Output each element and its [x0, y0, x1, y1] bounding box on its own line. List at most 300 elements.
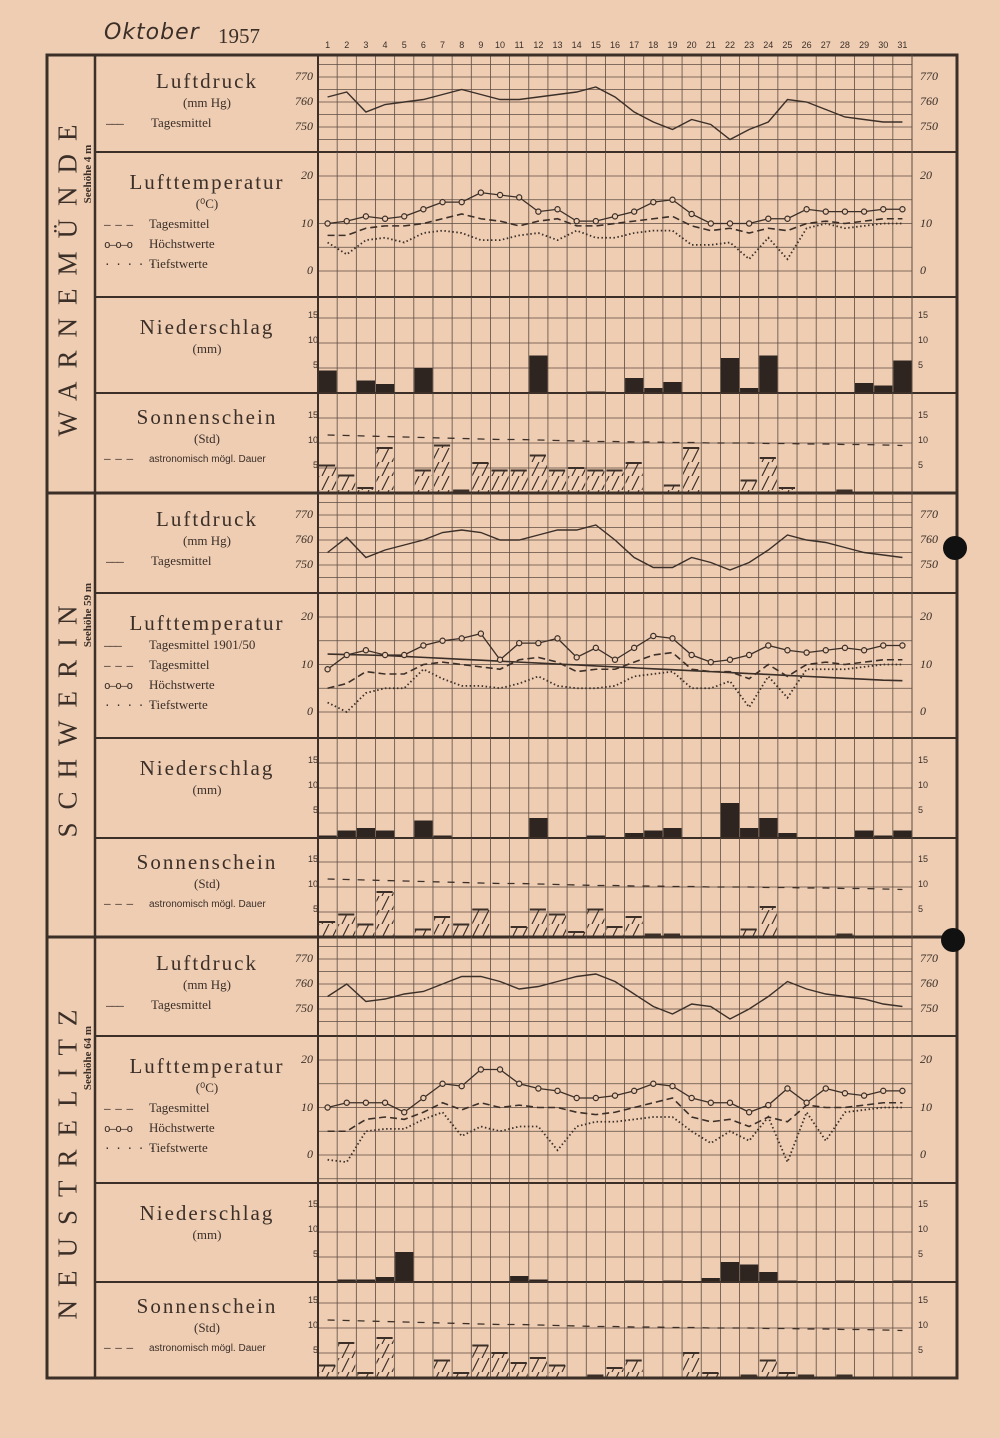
sunshine-bar — [626, 1361, 643, 1379]
punch-hole — [941, 928, 965, 952]
legend-label: Tagesmittel — [151, 997, 212, 1012]
sunshine-bar — [606, 471, 623, 494]
legend-item — [96, 675, 318, 695]
y-tick-right: 10 — [918, 1224, 929, 1234]
day-number: 24 — [763, 40, 774, 50]
temperature-max-point — [612, 214, 617, 219]
temperature-max-point — [517, 641, 522, 646]
precipitation-bar — [663, 828, 681, 838]
pressure-title: Luftdruck — [156, 951, 258, 975]
legend-label: astronomisch mögl. Dauer — [149, 899, 266, 910]
legend-label: Tagesmittel — [149, 216, 210, 231]
precipitation-bar — [893, 361, 911, 394]
legend-item — [96, 1118, 318, 1138]
temperature-max-point — [402, 1110, 407, 1115]
legend-item — [96, 655, 318, 675]
temperature-max-point — [861, 1093, 866, 1098]
precipitation-bar — [357, 381, 375, 394]
legend-symbol: · · · · · — [104, 699, 155, 712]
precipitation-bar — [376, 384, 394, 393]
day-number: 10 — [495, 40, 506, 50]
temperature-max-point — [382, 1100, 387, 1105]
y-tick-left: 750 — [295, 119, 313, 133]
temperature-max-point — [670, 636, 675, 641]
temperature-max-point — [344, 219, 349, 224]
sunshine-bar — [511, 1363, 528, 1378]
temperature-max-point — [632, 209, 637, 214]
sunshine-bar — [472, 463, 489, 493]
y-tick-left: 5 — [312, 805, 318, 815]
temperature-max-point — [459, 636, 464, 641]
temperature-max-point — [421, 643, 426, 648]
legend-item — [96, 449, 318, 469]
y-tick-right: 760 — [920, 94, 938, 108]
day-number: 26 — [801, 40, 812, 50]
temperature-max-point — [842, 209, 847, 214]
sunshine-bar — [415, 471, 432, 494]
sunshine-bar — [434, 446, 451, 494]
temperature-max-point — [823, 1086, 828, 1091]
pressure-unit: (mm Hg) — [182, 533, 232, 548]
legend-item — [96, 214, 318, 234]
temperature-max-point — [823, 648, 828, 653]
sunshine-bar — [491, 471, 508, 494]
y-tick-right: 5 — [918, 360, 924, 370]
day-number: 23 — [744, 40, 755, 50]
temperature-max-point — [421, 207, 426, 212]
temperature-max-point — [708, 221, 713, 226]
y-tick-left: 0 — [307, 704, 313, 718]
legend-label: Tagesmittel — [151, 553, 212, 568]
sunshine-bar — [319, 922, 336, 937]
temperature-max-point — [612, 657, 617, 662]
precipitation-bar — [740, 1265, 758, 1283]
y-tick-left: 5 — [312, 1345, 318, 1355]
temperature-max-point — [747, 652, 752, 657]
legend-item — [96, 1138, 318, 1158]
legend-label: astronomisch mögl. Dauer — [149, 1343, 266, 1354]
pressure-label-block — [96, 951, 318, 1015]
temperature-max-point — [804, 650, 809, 655]
sunshine-bar — [357, 925, 374, 938]
precipitation-title: Niederschlag — [139, 315, 275, 339]
station-elevation: Seehöhe 4 m — [82, 144, 94, 204]
day-number: 8 — [459, 40, 465, 50]
day-number: 20 — [686, 40, 697, 50]
day-number: 4 — [382, 40, 388, 50]
temperature-max-point — [881, 207, 886, 212]
day-number: 19 — [667, 40, 678, 50]
precipitation-label-block — [96, 1201, 318, 1245]
temperature-max-point — [536, 209, 541, 214]
temperature-max-point — [861, 209, 866, 214]
precipitation-bar — [625, 378, 643, 393]
temperature-max-point — [727, 657, 732, 662]
y-tick-right: 750 — [920, 119, 938, 133]
sunshine-bar — [472, 1346, 489, 1379]
precipitation-label-block — [96, 315, 318, 359]
precipitation-bar — [357, 828, 375, 838]
temperature-max-point — [478, 1067, 483, 1072]
legend-label: Höchstwerte — [149, 677, 215, 692]
precipitation-bar — [529, 356, 547, 394]
y-tick-right: 10 — [920, 215, 932, 230]
y-tick-left: 10 — [307, 879, 318, 889]
y-tick-right: 0 — [920, 1147, 926, 1161]
y-tick-left: 5 — [312, 1249, 318, 1259]
precipitation-bar — [414, 821, 432, 839]
y-tick-left: 760 — [295, 94, 313, 108]
y-tick-left: 0 — [307, 1147, 313, 1161]
precipitation-bar — [529, 818, 547, 838]
y-tick-left: 760 — [295, 976, 313, 990]
legend-item — [96, 113, 318, 133]
day-number: 5 — [401, 40, 407, 50]
legend-label: Tiefstwerte — [149, 256, 208, 271]
day-number: 12 — [533, 40, 544, 50]
sunshine-unit: (Std) — [194, 1320, 220, 1335]
legend-symbol: — — — — [104, 218, 133, 231]
temperature-max-point — [593, 219, 598, 224]
precipitation-bar — [376, 831, 394, 839]
temperature-max-point — [900, 1088, 905, 1093]
pressure-unit: (mm Hg) — [182, 977, 232, 992]
y-tick-left: 10 — [301, 215, 313, 230]
sunshine-bar — [587, 910, 604, 938]
sunshine-title: Sonnenschein — [136, 850, 278, 874]
temperature-max-point — [325, 667, 330, 672]
temperature-max-point — [497, 657, 502, 662]
y-tick-right: 10 — [918, 435, 929, 445]
temperature-max-point — [823, 209, 828, 214]
y-tick-left: 20 — [301, 609, 313, 623]
y-tick-left: 20 — [301, 168, 313, 182]
sunshine-bar — [319, 1366, 336, 1379]
y-tick-left: 10 — [307, 335, 318, 345]
year-title: 1957 — [218, 24, 260, 48]
day-number: 9 — [478, 40, 484, 50]
temperature-max-point — [536, 1086, 541, 1091]
y-tick-right: 10 — [920, 1099, 932, 1114]
sunshine-bar — [472, 910, 489, 938]
temperature-title: Lufttemperatur — [129, 1054, 285, 1078]
y-tick-left: 770 — [295, 507, 313, 521]
y-tick-left: 750 — [295, 1001, 313, 1015]
y-tick-right: 10 — [918, 879, 929, 889]
temperature-max-point — [440, 200, 445, 205]
temperature-max-point — [708, 1100, 713, 1105]
temperature-max-point — [382, 652, 387, 657]
sunshine-bar — [338, 476, 355, 494]
y-tick-right: 760 — [920, 976, 938, 990]
y-tick-right: 15 — [918, 755, 929, 765]
y-tick-right: 20 — [920, 1052, 932, 1066]
sunshine-bar — [511, 471, 528, 494]
temperature-max-point — [766, 216, 771, 221]
legend-symbol: ——— — [106, 117, 123, 130]
day-number: 1 — [325, 40, 331, 50]
temperature-max-point — [900, 207, 905, 212]
sunshine-bar — [549, 1366, 566, 1379]
y-tick-right: 770 — [920, 951, 938, 965]
legend-symbol: o—o—o — [104, 1122, 133, 1135]
temperature-max-point — [497, 192, 502, 197]
sunshine-bar — [434, 1361, 451, 1379]
legend-symbol: — — — — [104, 659, 133, 672]
sunshine-bar — [453, 925, 470, 938]
legend-symbol: ——— — [106, 999, 123, 1012]
y-tick-right: 5 — [918, 1249, 924, 1259]
y-tick-left: 15 — [307, 310, 318, 320]
temperature-max-point — [881, 643, 886, 648]
precipitation-bar — [855, 831, 873, 839]
day-number: 30 — [878, 40, 889, 50]
legend-symbol: — — — — [104, 1102, 133, 1115]
y-tick-right: 5 — [918, 460, 924, 470]
pressure-title: Luftdruck — [156, 69, 258, 93]
y-tick-left: 770 — [295, 951, 313, 965]
day-number: 17 — [629, 40, 640, 50]
y-tick-right: 10 — [920, 656, 932, 671]
legend-label: Tagesmittel 1901/50 — [149, 637, 256, 652]
precipitation-bar — [855, 383, 873, 393]
y-tick-right: 15 — [918, 410, 929, 420]
station-name: SCHWERIN — [52, 592, 83, 838]
temperature-max-point — [651, 633, 656, 638]
sunshine-bar — [376, 892, 393, 937]
day-number: 13 — [552, 40, 563, 50]
temperature-max-point — [344, 1100, 349, 1105]
temperature-max-point — [804, 1100, 809, 1105]
temperature-max-point — [363, 1100, 368, 1105]
sunshine-label-block — [96, 850, 318, 914]
temperature-max-point — [747, 221, 752, 226]
precipitation-unit: (mm) — [192, 1227, 222, 1242]
day-number: 16 — [609, 40, 620, 50]
legend-label: astronomisch mögl. Dauer — [149, 454, 266, 465]
y-tick-right: 20 — [920, 609, 932, 623]
y-tick-left: 5 — [312, 360, 318, 370]
sunshine-title: Sonnenschein — [136, 405, 278, 429]
y-tick-right: 0 — [920, 263, 926, 277]
y-tick-left: 20 — [301, 1052, 313, 1066]
sunshine-bar — [568, 468, 585, 493]
temperature-max-point — [785, 216, 790, 221]
legend-item — [96, 1098, 318, 1118]
sunshine-bar — [760, 1361, 777, 1379]
temperature-title: Lufttemperatur — [129, 611, 285, 635]
precipitation-bar — [893, 831, 911, 839]
temperature-max-point — [842, 1091, 847, 1096]
y-tick-right: 10 — [918, 780, 929, 790]
temperature-max-point — [670, 197, 675, 202]
y-tick-left: 10 — [307, 780, 318, 790]
temperature-max-point — [440, 1081, 445, 1086]
temperature-max-point — [651, 1081, 656, 1086]
sunshine-bar — [587, 471, 604, 494]
day-number: 3 — [363, 40, 369, 50]
sunshine-bar — [338, 915, 355, 938]
sunshine-bar — [319, 466, 336, 494]
temperature-max-point — [632, 1088, 637, 1093]
day-number: 28 — [839, 40, 850, 50]
day-number: 7 — [440, 40, 446, 50]
precipitation-bar — [759, 356, 777, 394]
precipitation-label-block — [96, 756, 318, 800]
temperature-max-point — [593, 1095, 598, 1100]
day-number: 27 — [820, 40, 831, 50]
temperature-title: Lufttemperatur — [129, 170, 285, 194]
precipitation-bar — [663, 382, 681, 393]
legend-label: Tiefstwerte — [149, 1140, 208, 1155]
y-tick-right: 760 — [920, 532, 938, 546]
sunshine-bar — [683, 1353, 700, 1378]
sunshine-title: Sonnenschein — [136, 1294, 278, 1318]
y-tick-left: 15 — [307, 1295, 318, 1305]
month-title: Oktober — [104, 20, 200, 45]
sunshine-bar — [376, 1338, 393, 1378]
temperature-max-point — [478, 631, 483, 636]
day-number: 14 — [571, 40, 582, 50]
day-number: 18 — [648, 40, 659, 50]
legend-label: Tagesmittel — [151, 115, 212, 130]
temperature-max-point — [363, 214, 368, 219]
sunshine-bar — [626, 463, 643, 493]
y-tick-right: 15 — [918, 310, 929, 320]
temperature-max-point — [555, 207, 560, 212]
temperature-label-block — [96, 1054, 318, 1158]
y-tick-left: 10 — [307, 1224, 318, 1234]
temperature-max-point — [459, 200, 464, 205]
day-number: 29 — [859, 40, 870, 50]
temperature-max-point — [708, 660, 713, 665]
temperature-unit: (⁰C) — [195, 196, 219, 211]
sunshine-label-block — [96, 405, 318, 469]
precipitation-unit: (mm) — [192, 782, 222, 797]
temperature-max-point — [766, 643, 771, 648]
y-tick-left: 15 — [307, 854, 318, 864]
legend-item — [96, 551, 318, 571]
temperature-max-point — [421, 1095, 426, 1100]
legend-item — [96, 1338, 318, 1358]
legend-symbol: ——— — [104, 639, 121, 652]
precipitation-bar — [740, 828, 758, 838]
legend-symbol: o—o—o — [104, 679, 133, 692]
sunshine-bar — [530, 456, 547, 494]
precipitation-bar — [721, 1262, 739, 1282]
legend-symbol: ——— — [106, 555, 123, 568]
sunshine-bar — [338, 1343, 355, 1378]
y-tick-left: 0 — [307, 263, 313, 277]
legend-label: Tiefstwerte — [149, 697, 208, 712]
y-tick-right: 15 — [918, 854, 929, 864]
temperature-label-block — [96, 170, 318, 274]
temperature-max-point — [670, 1084, 675, 1089]
pressure-label-block — [96, 69, 318, 133]
sunshine-bar — [376, 448, 393, 493]
temperature-max-point — [478, 190, 483, 195]
temperature-max-point — [517, 1081, 522, 1086]
sunshine-bar — [626, 917, 643, 937]
y-tick-right: 10 — [918, 1320, 929, 1330]
temperature-max-point — [536, 641, 541, 646]
temperature-label-block — [96, 611, 318, 715]
y-tick-left: 750 — [295, 557, 313, 571]
temperature-max-point — [689, 211, 694, 216]
temperature-max-point — [785, 1086, 790, 1091]
temperature-max-point — [382, 216, 387, 221]
y-tick-right: 15 — [918, 1199, 929, 1209]
day-number: 25 — [782, 40, 793, 50]
temperature-max-point — [766, 1103, 771, 1108]
legend-label: Höchstwerte — [149, 1120, 215, 1135]
sunshine-bar — [434, 917, 451, 937]
temperature-max-point — [459, 1084, 464, 1089]
temperature-max-point — [325, 1105, 330, 1110]
sunshine-bar — [530, 1358, 547, 1378]
temperature-max-point — [861, 648, 866, 653]
legend-symbol: · · · · · — [104, 1142, 155, 1155]
legend-item — [96, 635, 318, 655]
temperature-max-point — [325, 221, 330, 226]
legend-item — [96, 894, 318, 914]
temperature-max-point — [612, 1093, 617, 1098]
station-elevation: Seehöhe 64 m — [82, 1025, 94, 1090]
y-tick-left: 10 — [307, 1320, 318, 1330]
y-tick-left: 15 — [307, 755, 318, 765]
legend-item — [96, 995, 318, 1015]
precipitation-bar — [338, 831, 356, 839]
sunshine-bar — [530, 910, 547, 938]
precipitation-bar — [319, 371, 337, 394]
y-tick-left: 770 — [295, 69, 313, 83]
temperature-max-point — [440, 638, 445, 643]
precipitation-bar — [395, 1252, 413, 1282]
y-tick-right: 750 — [920, 557, 938, 571]
sunshine-unit: (Std) — [194, 876, 220, 891]
temperature-max-point — [344, 652, 349, 657]
station-name: NEUSTRELITZ — [52, 996, 83, 1319]
precipitation-bar — [644, 831, 662, 839]
temperature-max-point — [632, 645, 637, 650]
temperature-max-point — [497, 1067, 502, 1072]
pressure-label-block — [96, 507, 318, 571]
temperature-max-point — [747, 1110, 752, 1115]
precipitation-unit: (mm) — [192, 341, 222, 356]
temperature-max-point — [517, 195, 522, 200]
precipitation-bar — [721, 358, 739, 393]
precipitation-title: Niederschlag — [139, 756, 275, 780]
sunshine-bar — [549, 915, 566, 938]
station-name: WARNEMÜNDE — [52, 111, 83, 437]
precipitation-bar — [759, 818, 777, 838]
precipitation-bar — [414, 368, 432, 393]
temperature-max-point — [574, 219, 579, 224]
precipitation-title: Niederschlag — [139, 1201, 275, 1225]
sunshine-bar — [760, 907, 777, 937]
y-tick-left: 10 — [307, 435, 318, 445]
precipitation-bar — [874, 386, 892, 394]
day-number: 21 — [705, 40, 716, 50]
y-tick-left: 15 — [307, 1199, 318, 1209]
y-tick-left: 5 — [312, 904, 318, 914]
day-number: 22 — [724, 40, 735, 50]
y-tick-left: 10 — [301, 656, 313, 671]
y-tick-right: 20 — [920, 168, 932, 182]
legend-symbol: o—o—o — [104, 238, 133, 251]
day-number: 31 — [897, 40, 908, 50]
temperature-max-point — [804, 207, 809, 212]
